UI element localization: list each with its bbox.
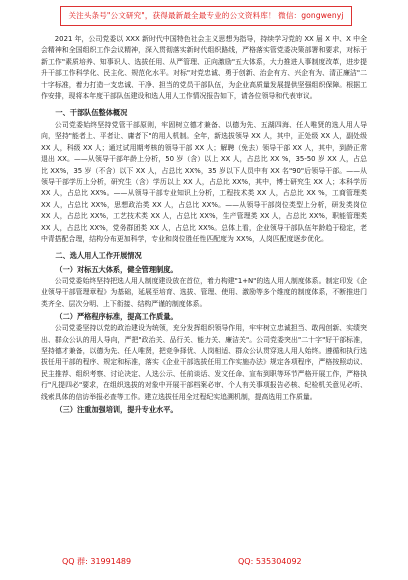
section-2-heading: 二、选人用人工作开展情况 [55,250,142,260]
header-banner: 关注头条号"公文研究"，获得最新最全最专业的公文资料库！ 微信：gongwenyj [60,6,352,26]
section-2-2-paragraph: 公司党委坚持以党的政治建设为统领，充分发挥组织领导作用，牢牢树立忠诚担当、敢闯创新、实绩突出、群众公认的用人导向，严把"政治关、品行关、能力关、廉洁关"。公司党委突出"二十字"好干部标准，坚持德才兼备，以德为先、任人唯贤，把竞争择优、人岗相适、群众公认贯穿选人用人始终。遵循和执行选拔任用干部的程序、规定和标准，落实《企业干部选拔任用工作实施办法》规定各项程序，严格按照动议、民主推荐、组织考察、讨论决定、人选公示、任前谈话、发文任命、宣布到职等环节严格开展工作，严格执行"凡提四必"要求，在组织选拔的对象中开展干部档案必审、个人有关事项报告必核、纪检机关意见必听、线索具体的信访举报必查等工作。建立选拔任用全过程纪实追溯机制，提高选用工作质量。 [41,324,367,401]
section-2-1-heading: （一）对标五大体系，健全管理制度。 [55,264,178,274]
footer-contacts [62,555,362,569]
section-2-2-heading: （二）严格程序标准，提高工作质量。 [55,312,178,322]
intro-paragraph: 2021 年，公司党委以 XXX 新时代中国特色社会主义思想为指导，持续学习党的 XX 届 X 中、X 中全会精神和全国组织工作会议精神，深入贯彻落实新时代组织路线，严格落实管党委决策部署和要求，对标于新工作"素质培养、知事识人、选拔任用、从严管理、正向激励"五大体系，大力推进人事制度改革，进步提升干部工作科学化、民主化、规范化水平。对标"对党忠诚、勇于创新、治企有方、兴企有为、清正廉洁"二十字标准，着力打造一支忠诚、干净、担当的党员干部队伍，为企业高质量发展提供坚强组织保障。根据工作安排，现将本年度干部队伍建设和选人用人工作情况报告如下，请各位领导和代表审议。 [41,35,367,101]
section-1-paragraph: 公司党委始终坚持党管干部原则，牢固树立德才兼备、以德为先、五湖四海、任人唯贤的选人用人导向，坚持"能者上、平者让、庸者下"的用人机制。全年，新选拔领导 XX 人，其中，正处级 XX 人，副处级 XX 人，科级 XX 人；通过试用期考核的领导干部 XX 人；解聘（免去）领导干部 XX 人，其中，到龄正常退出 XX。——从领导干部年龄上分析，50 岁（含）以上 XX 人，占总比 XX %，35-50 岁 XX 人，占总比 XX%，35 岁（不含）以下 XX 人，占总比 XX%，35 岁以下人员中有 XX 名"90"后领导干部。——从领导干部学历上分析，研究生（含）学历以上 XX 人，占总比 XX%，其中，博士研究生 XX 人；本科学历 XX 人，占总比 XX%。——从领导干部专业知识上分析，工程技术类 XX 人，占总比 XX %，工商管理类 XX 人，占总比 XX%，思想政治类 XX 人，占总比 XX%。——从领导干部岗位类型上分析，研发类岗位 XX 人，占总比 XX%，工艺技术类 XX 人，占总比 XX%，生产管理类 XX 人，占总比 XX%，职能管理类 XX 人，占总比 XX%，党务群团类 XX 人，占总比 XX%。总体上看，企业领导干部队伍年龄趋于稳定，老中青搭配合理，结构分布更加科学，专业和岗位胜任性匹配度为 XX%，人岗匹配度逐步优化。 [41,120,367,244]
section-2-1-paragraph: 公司党委始终坚持把选人用人制度建设放在首位，着力构建"1+N"的选人用人制度体系。制定印发《企业领导干部管理章程》为基础，延展至培育、选拔、管理、使用、激励等多个维度的制度体系，不断推进门类齐全、层次分明、上下衔接、结构严谨的制度体系。 [41,276,367,308]
footer-qq-group: QQ 群: 31991489 [62,557,132,566]
footer-qq: QQ: 535304092 [238,557,302,566]
document-body [41,34,367,416]
section-2-3-heading: （三）注重加强培训，提升专业水平。 [55,405,178,415]
section-1-heading: 一、干部队伍整体概况 [55,107,128,117]
